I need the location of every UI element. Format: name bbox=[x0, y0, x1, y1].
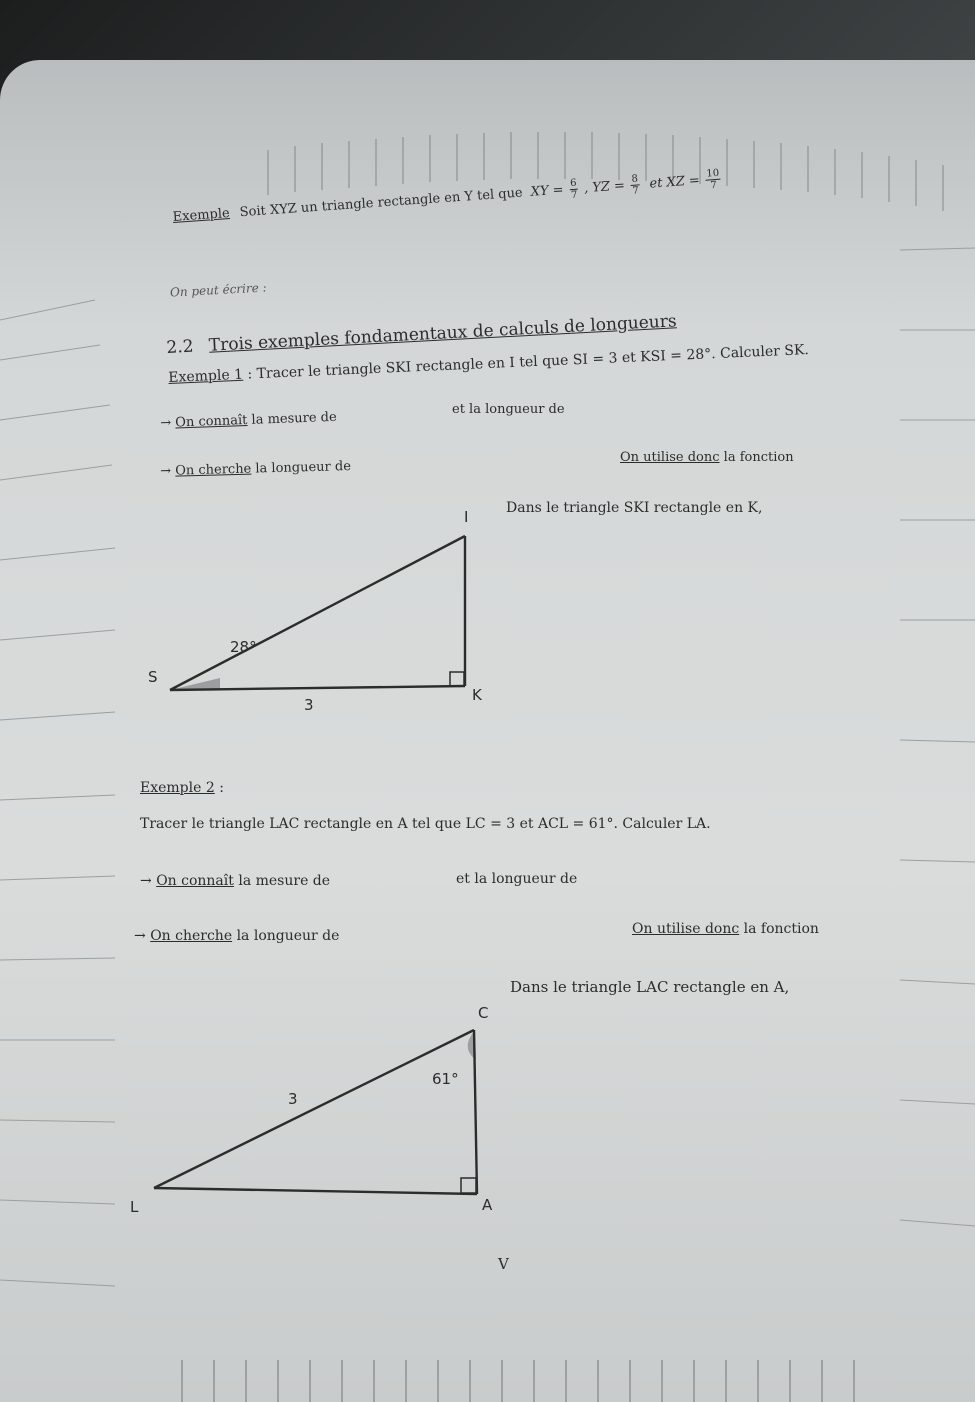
footer-mark: V bbox=[498, 1255, 509, 1273]
yz-fraction: $\frac{8}{7}$ bbox=[631, 173, 640, 197]
ex1-in-triangle: Dans le triangle SKI rectangle en K, bbox=[506, 500, 763, 516]
ex1-use-rest: la fonction bbox=[723, 450, 794, 465]
ex2-search-line bbox=[134, 928, 339, 944]
ex2-figure bbox=[110, 1000, 510, 1220]
arrow: → bbox=[134, 928, 146, 944]
xz-fraction: $\frac{10}{7}$ bbox=[706, 167, 720, 192]
arrow: → bbox=[160, 463, 172, 479]
ex2-vertex-c: C bbox=[478, 1004, 489, 1022]
ex2-right-angle bbox=[461, 1178, 476, 1193]
ex2-in-triangle: Dans le triangle LAC rectangle en A, bbox=[510, 978, 790, 996]
ex2-side-ac bbox=[474, 1030, 477, 1194]
ex1-vertex-s: S bbox=[148, 668, 158, 686]
ex2-known-rest: la mesure de bbox=[238, 873, 331, 889]
ex2-angle-label: 61° bbox=[432, 1070, 459, 1088]
xy-lhs: XY = bbox=[530, 182, 565, 200]
ex2-known-u: On connaît bbox=[156, 873, 234, 889]
ex2-and-length: et la longueur de bbox=[456, 871, 578, 887]
ex2-side-la bbox=[154, 1188, 477, 1194]
ex2-statement: Tracer le triangle LAC rectangle en A tel que LC = 3 et ACL = 61°. Calculer LA. bbox=[140, 816, 711, 832]
ex2-vertex-a: A bbox=[482, 1196, 493, 1214]
ex2-label: Exemple 2 bbox=[140, 780, 215, 796]
ex1-vertex-i: I bbox=[464, 508, 469, 526]
ex2-use-rest: la fonction bbox=[743, 921, 819, 937]
ex1-hypotenuse bbox=[170, 536, 465, 690]
ex1-side-label: 3 bbox=[304, 696, 314, 714]
xz-lhs: et XZ = bbox=[649, 173, 701, 192]
yz-lhs: , YZ = bbox=[583, 178, 626, 197]
ex1-search-rest: la longueur de bbox=[255, 459, 352, 477]
ex1-figure bbox=[130, 500, 510, 714]
ex2-heading bbox=[140, 780, 224, 796]
ex1-statement: : Tracer le triangle SKI rectangle en I tel que SI = 3 et KSI = 28°. Calculer SK. bbox=[247, 342, 810, 383]
ex1-angle-label: 28° bbox=[230, 638, 257, 656]
ex2-colon: : bbox=[219, 780, 224, 796]
on-peut-ecrire: On peut écrire : bbox=[169, 280, 267, 300]
arrow: → bbox=[160, 415, 172, 431]
ex2-hypotenuse bbox=[154, 1030, 474, 1188]
ex1-use-line bbox=[620, 450, 794, 465]
arrow: → bbox=[140, 873, 152, 889]
ex1-known-rest: la mesure de bbox=[251, 409, 337, 428]
ex2-side-label: 3 bbox=[288, 1090, 298, 1108]
intro-label: Exemple bbox=[172, 206, 231, 225]
ex1-use-u: On utilise donc bbox=[620, 450, 720, 465]
ex2-known-line bbox=[140, 873, 330, 889]
section-title: Trois exemples fondamentaux de calculs de longueurs bbox=[208, 311, 678, 356]
ex2-use-u: On utilise donc bbox=[632, 921, 740, 937]
ex2-search-u: On cherche bbox=[150, 928, 233, 944]
ex1-known-u: On connaît bbox=[175, 412, 248, 431]
xy-fraction: $\frac{6}{7}$ bbox=[569, 177, 578, 202]
ex2-use-line bbox=[632, 921, 819, 937]
ex1-label: Exemple 1 bbox=[168, 366, 244, 386]
ex1-search-u: On cherche bbox=[175, 461, 252, 479]
section-number: 2.2 bbox=[166, 336, 195, 358]
ex1-vertex-k: K bbox=[472, 686, 482, 704]
ex2-search-rest: la longueur de bbox=[236, 928, 340, 944]
intro-text: Soit XYZ un triangle rectangle en Y tel que bbox=[239, 185, 524, 221]
ex1-right-angle bbox=[450, 672, 464, 686]
ex1-angle-fill bbox=[170, 678, 220, 690]
ex2-vertex-l: L bbox=[130, 1198, 139, 1216]
ex1-and-length: et la longueur de bbox=[452, 402, 565, 417]
